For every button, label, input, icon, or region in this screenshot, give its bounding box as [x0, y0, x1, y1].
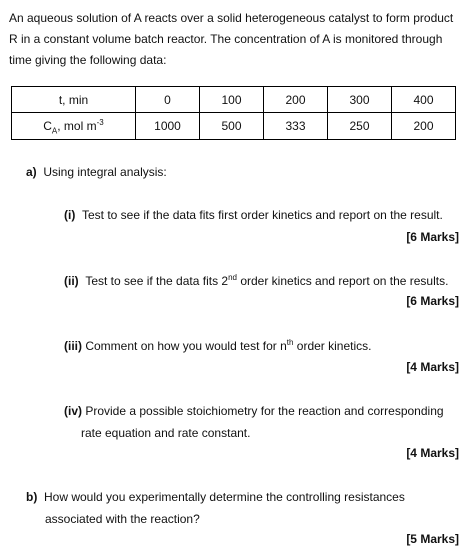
question-a-iv-line-2: rate equation and rate constant. [81, 426, 251, 440]
concentration-row [12, 113, 456, 140]
marks-a-i: [6 Marks] [406, 230, 459, 244]
intro-line-1: An aqueous solution of A reacts over a solid heterogeneous catalyst to form product [9, 11, 454, 25]
marks-a-ii: [6 Marks] [406, 294, 459, 308]
concentration-cell: 333 [264, 113, 328, 140]
ca-subscript: A [51, 126, 58, 136]
question-a-ii-number: (ii) [64, 274, 79, 288]
part-a-label: a) [26, 165, 37, 179]
marks-b: [5 Marks] [406, 532, 459, 546]
concentration-cell: 250 [328, 113, 392, 140]
ca-symbol: C [43, 119, 52, 133]
question-a-iii-text [85, 339, 371, 353]
question-a-iii [64, 339, 371, 353]
time-cell: 0 [136, 87, 200, 113]
intro-line-3: time giving the following data: [9, 53, 167, 67]
question-a-iii-number: (iii) [64, 339, 82, 353]
question-a-i-number: (i) [64, 208, 76, 222]
ca-unit-exponent: -3 [96, 118, 104, 127]
question-a-ii-text-pre: Test to see if the data fits 2 [85, 274, 229, 288]
part-b-heading [26, 490, 405, 504]
question-a-iv-line-1: Provide a possible stoichiometry for the reaction and corresponding [85, 404, 444, 418]
question-a-iii-text-post: order kinetics. [293, 339, 372, 353]
question-a-i-text: Test to see if the data fits first order kinetics and report on the result. [82, 208, 443, 222]
concentration-cell: 500 [200, 113, 264, 140]
time-row-label: t, min [12, 87, 136, 113]
part-b-label: b) [26, 490, 38, 504]
concentration-row-label [12, 113, 136, 140]
question-a-ii-text [85, 274, 448, 288]
question-a-iv-number: (iv) [64, 404, 82, 418]
concentration-cell: 1000 [136, 113, 200, 140]
time-row [12, 87, 456, 113]
part-b-line-2: associated with the reaction? [45, 512, 200, 526]
time-cell: 100 [200, 87, 264, 113]
part-a-text: Using integral analysis: [43, 165, 167, 179]
question-a-iv [64, 404, 444, 418]
concentration-cell: 200 [392, 113, 456, 140]
marks-a-iv: [4 Marks] [406, 446, 459, 460]
question-a-iii-text-pre: Comment on how you would test for n [85, 339, 287, 353]
part-a-heading [26, 165, 167, 179]
ordinal-superscript: nd [228, 273, 237, 282]
marks-a-iii: [4 Marks] [406, 360, 459, 374]
concentration-table [11, 86, 456, 140]
time-cell: 300 [328, 87, 392, 113]
time-cell: 200 [264, 87, 328, 113]
question-a-ii-text-post: order kinetics and report on the results. [237, 274, 449, 288]
question-a-ii [64, 274, 448, 288]
problem-intro [9, 8, 464, 71]
time-cell: 400 [392, 87, 456, 113]
question-a-i [64, 208, 443, 222]
part-b-line-1: How would you experimentally determine the controlling resistances [44, 490, 405, 504]
intro-line-2: R in a constant volume batch reactor. The concentration of A is monitored through [9, 32, 443, 46]
ordinal-superscript: th [286, 338, 294, 347]
ca-unit: , mol m [57, 119, 97, 133]
